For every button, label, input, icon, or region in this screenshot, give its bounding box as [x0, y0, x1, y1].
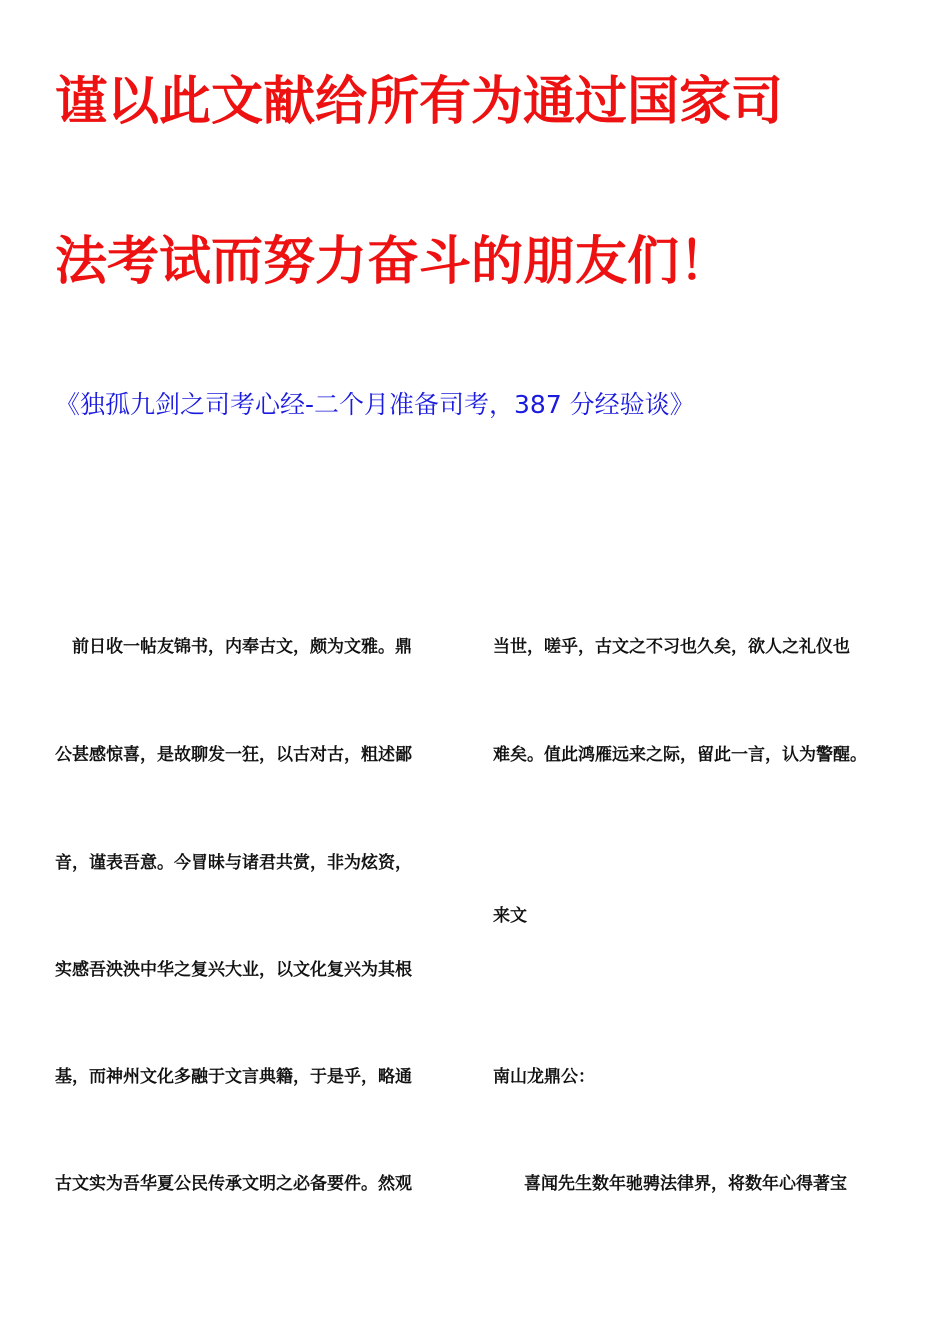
- right-line-1: 当世，嗟乎，古文之不习也久矣，欲人之礼仪也: [493, 637, 850, 657]
- right-line-2: 难矣。值此鸿雁远来之际，留此一言，认为警醒。: [493, 745, 867, 765]
- left-line-6: 古文实为吾华夏公民传承文明之必备要件。然观: [55, 1174, 412, 1194]
- title-line-2: 法考试而努力奋斗的朋友们！: [55, 231, 732, 292]
- left-line-1: 前日收一帖友锦书，内奉古文，颇为文雅。鼎: [72, 637, 412, 657]
- title-line-1: 谨以此文献给所有为通过国家司: [55, 71, 784, 132]
- right-line-4: 南山龙鼎公：: [493, 1067, 595, 1087]
- subtitle: 《独孤九剑之司考心经-二个月准备司考，387 分经验谈》: [55, 390, 695, 419]
- right-line-3: 来文: [493, 906, 527, 926]
- left-line-2: 公甚感惊喜，是故聊发一狂，以古对古，粗述鄙: [55, 745, 412, 765]
- right-line-5: 喜闻先生数年驰骋法律界，将数年心得著宝: [524, 1174, 847, 1194]
- left-line-3: 音，谨表吾意。今冒昧与诸君共赏，非为炫资，: [55, 853, 412, 873]
- left-line-4: 实感吾泱泱中华之复兴大业，以文化复兴为其根: [55, 960, 412, 980]
- left-line-5: 基，而神州文化多融于文言典籍，于是乎，略通: [55, 1067, 412, 1087]
